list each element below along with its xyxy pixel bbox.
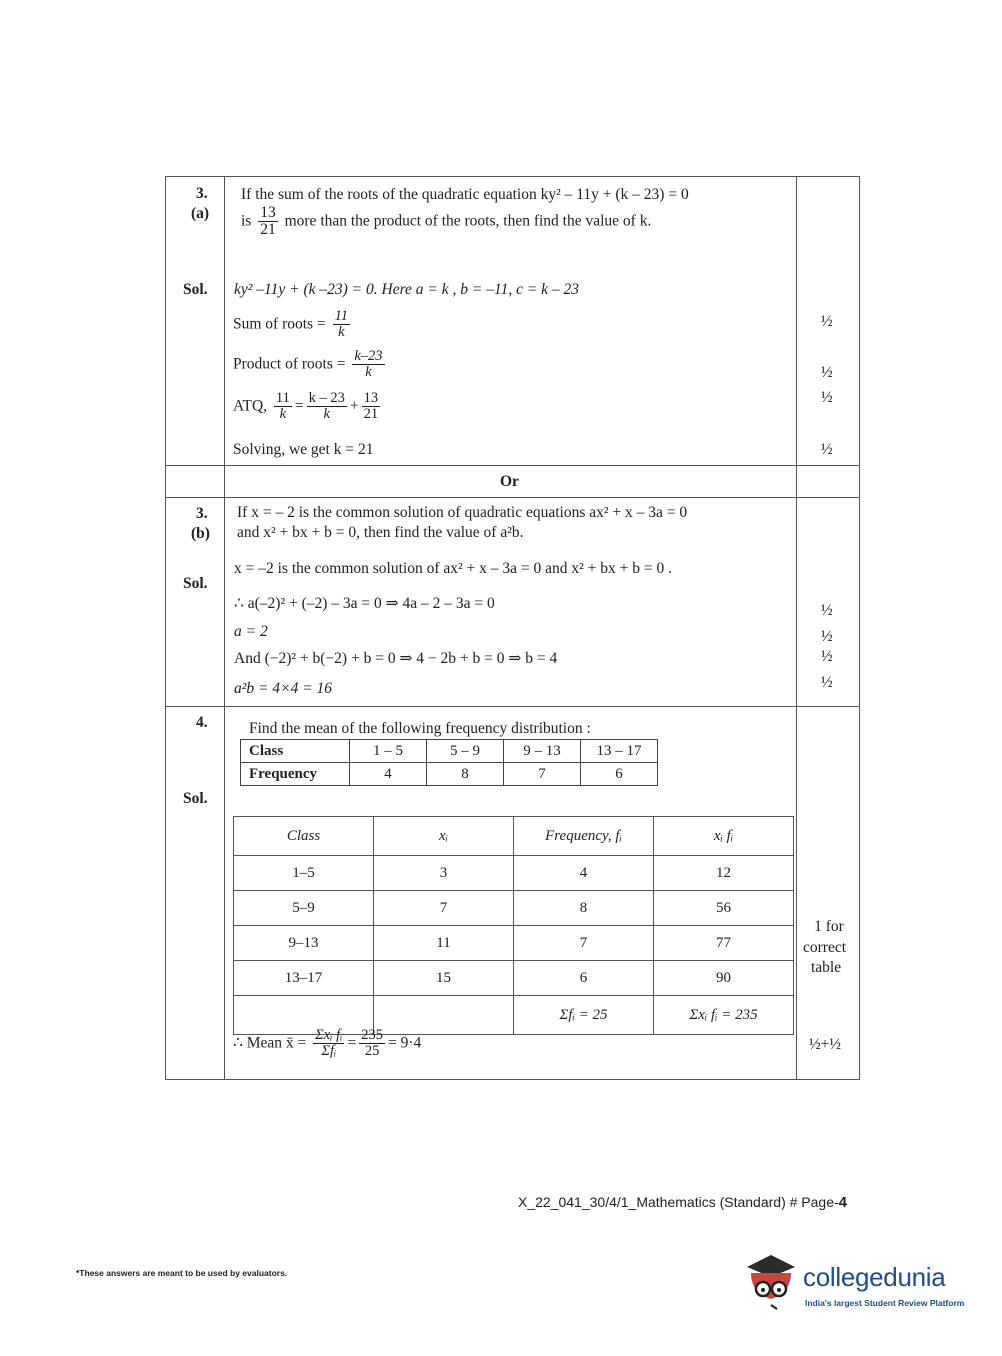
- evaluator-note: *These answers are meant to be used by evaluators.: [76, 1268, 288, 1278]
- mark: table: [811, 959, 842, 976]
- table-cell: 8: [427, 763, 504, 786]
- mark: ½: [821, 648, 833, 665]
- row-divider: [166, 497, 859, 498]
- mark: correct: [803, 939, 847, 956]
- product-of-roots: Product of roots = $\frac{k-23}{k}$: [233, 348, 383, 381]
- table-row: [241, 763, 658, 786]
- column-divider: [796, 177, 797, 1079]
- table-header: xᵢ fᵢ: [654, 817, 794, 856]
- question-number: 4.: [196, 714, 208, 731]
- table-cell: 6: [514, 961, 654, 996]
- solution-line: And (−2)² + b(−2) + b = 0 ⇒ 4 − 2b + b = 0 ⇒ b = 4: [234, 650, 558, 667]
- solution-equation: ky² –11y + (k –23) = 0. Here a = k , b = –11, c = k – 23: [234, 281, 580, 298]
- solution-line: a²b = 4×4 = 16: [234, 680, 333, 697]
- table-cell: Frequency: [241, 763, 350, 786]
- table-cell: 7: [374, 891, 514, 926]
- solution-label: Sol.: [183, 575, 208, 592]
- row-divider: [166, 465, 859, 466]
- table-cell: 15: [374, 961, 514, 996]
- solving-line: Solving, we get k = 21: [233, 441, 374, 458]
- row-divider: [166, 706, 859, 707]
- mark: ½: [821, 602, 833, 619]
- table-header: xᵢ: [374, 817, 514, 856]
- question-frequency-table: [240, 739, 658, 786]
- atq-equation: ATQ, $\frac{11}{k}$ = $\frac{k - 23}{k}$ + $\frac{13}{21}$: [233, 390, 379, 423]
- question-text: If the sum of the roots of the quadratic equation ky² – 11y + (k – 23) = 0: [241, 186, 689, 203]
- table-cell: 9–13: [234, 926, 374, 961]
- table-cell: 12: [654, 856, 794, 891]
- mark: 1 for: [814, 918, 844, 935]
- solution-label: Sol.: [183, 790, 208, 807]
- solution-table: [233, 816, 794, 1035]
- table-cell: 1–5: [234, 856, 374, 891]
- table-cell: 1 – 5: [350, 740, 427, 763]
- table-header: Frequency, fᵢ: [514, 817, 654, 856]
- or-separator: Or: [500, 473, 519, 490]
- marking-scheme-table: [165, 176, 860, 1080]
- table-cell: 7: [504, 763, 581, 786]
- brand-tagline: India's largest Student Review Platform: [805, 1298, 965, 1308]
- question-part: (a): [191, 205, 210, 222]
- table-cell: 13 – 17: [581, 740, 658, 763]
- table-cell: 3: [374, 856, 514, 891]
- table-cell: 7: [514, 926, 654, 961]
- question-number: 3.: [196, 505, 208, 522]
- table-row: [241, 740, 658, 763]
- table-header: Class: [234, 817, 374, 856]
- table-row: [234, 961, 794, 996]
- solution-line: a = 2: [234, 623, 268, 640]
- mark: ½: [821, 389, 833, 406]
- table-cell: 9 – 13: [504, 740, 581, 763]
- column-divider: [224, 177, 225, 1079]
- page-reference: X_22_041_30/4/1_Mathematics (Standard) # Page-4: [518, 1194, 847, 1211]
- table-cell: 56: [654, 891, 794, 926]
- table-cell: 5–9: [234, 891, 374, 926]
- mark: ½: [821, 364, 833, 381]
- table-header-row: [234, 817, 794, 856]
- solution-line: ∴ a(–2)² + (–2) – 3a = 0 ⇒ 4a – 2 – 3a = 0: [234, 595, 495, 612]
- question-text-line2: is $\frac{13}{21}$ more than the product of the roots, then find the value of k.: [241, 204, 652, 239]
- solution-line: x = –2 is the common solution of ax² + x – 3a = 0 and x² + bx + b = 0 .: [234, 560, 673, 577]
- mark: ½: [821, 628, 833, 645]
- mark: ½+½: [809, 1036, 841, 1053]
- table-cell: 90: [654, 961, 794, 996]
- table-cell: Σfᵢ = 25: [514, 996, 654, 1035]
- table-cell: 13–17: [234, 961, 374, 996]
- table-cell: 77: [654, 926, 794, 961]
- table-row: [234, 926, 794, 961]
- table-row: [234, 856, 794, 891]
- mark: ½: [821, 674, 833, 691]
- table-cell: Σxᵢ fᵢ = 235: [654, 996, 794, 1035]
- brand-logo-text: collegedunia: [803, 1262, 946, 1292]
- question-text-line2: and x² + bx + b = 0, then find the value of a²b.: [237, 524, 524, 541]
- mean-calculation: ∴ Mean x̄ = $\frac{\text{Σxᵢ fᵢ}}{\text{Σfᵢ}}$ = $\frac{235}{25}$ = 9·4: [233, 1027, 422, 1060]
- mark: ½: [821, 313, 833, 330]
- table-cell: 11: [374, 926, 514, 961]
- table-cell: 6: [581, 763, 658, 786]
- mark: ½: [821, 441, 833, 458]
- table-row: [234, 891, 794, 926]
- sum-of-roots: Sum of roots = $\frac{11}{k}$: [233, 308, 349, 341]
- table-cell: 5 – 9: [427, 740, 504, 763]
- question-part: (b): [191, 525, 210, 542]
- table-cell: 4: [514, 856, 654, 891]
- question-text: If x = – 2 is the common solution of quadratic equations ax² + x – 3a = 0: [237, 504, 688, 521]
- table-cell: Class: [241, 740, 350, 763]
- solution-label: Sol.: [183, 281, 208, 298]
- question-text: Find the mean of the following frequency distribution :: [249, 720, 591, 737]
- question-number: 3.: [196, 185, 208, 202]
- collegedunia-mascot-icon: [741, 1249, 801, 1313]
- table-cell: 8: [514, 891, 654, 926]
- table-cell: 4: [350, 763, 427, 786]
